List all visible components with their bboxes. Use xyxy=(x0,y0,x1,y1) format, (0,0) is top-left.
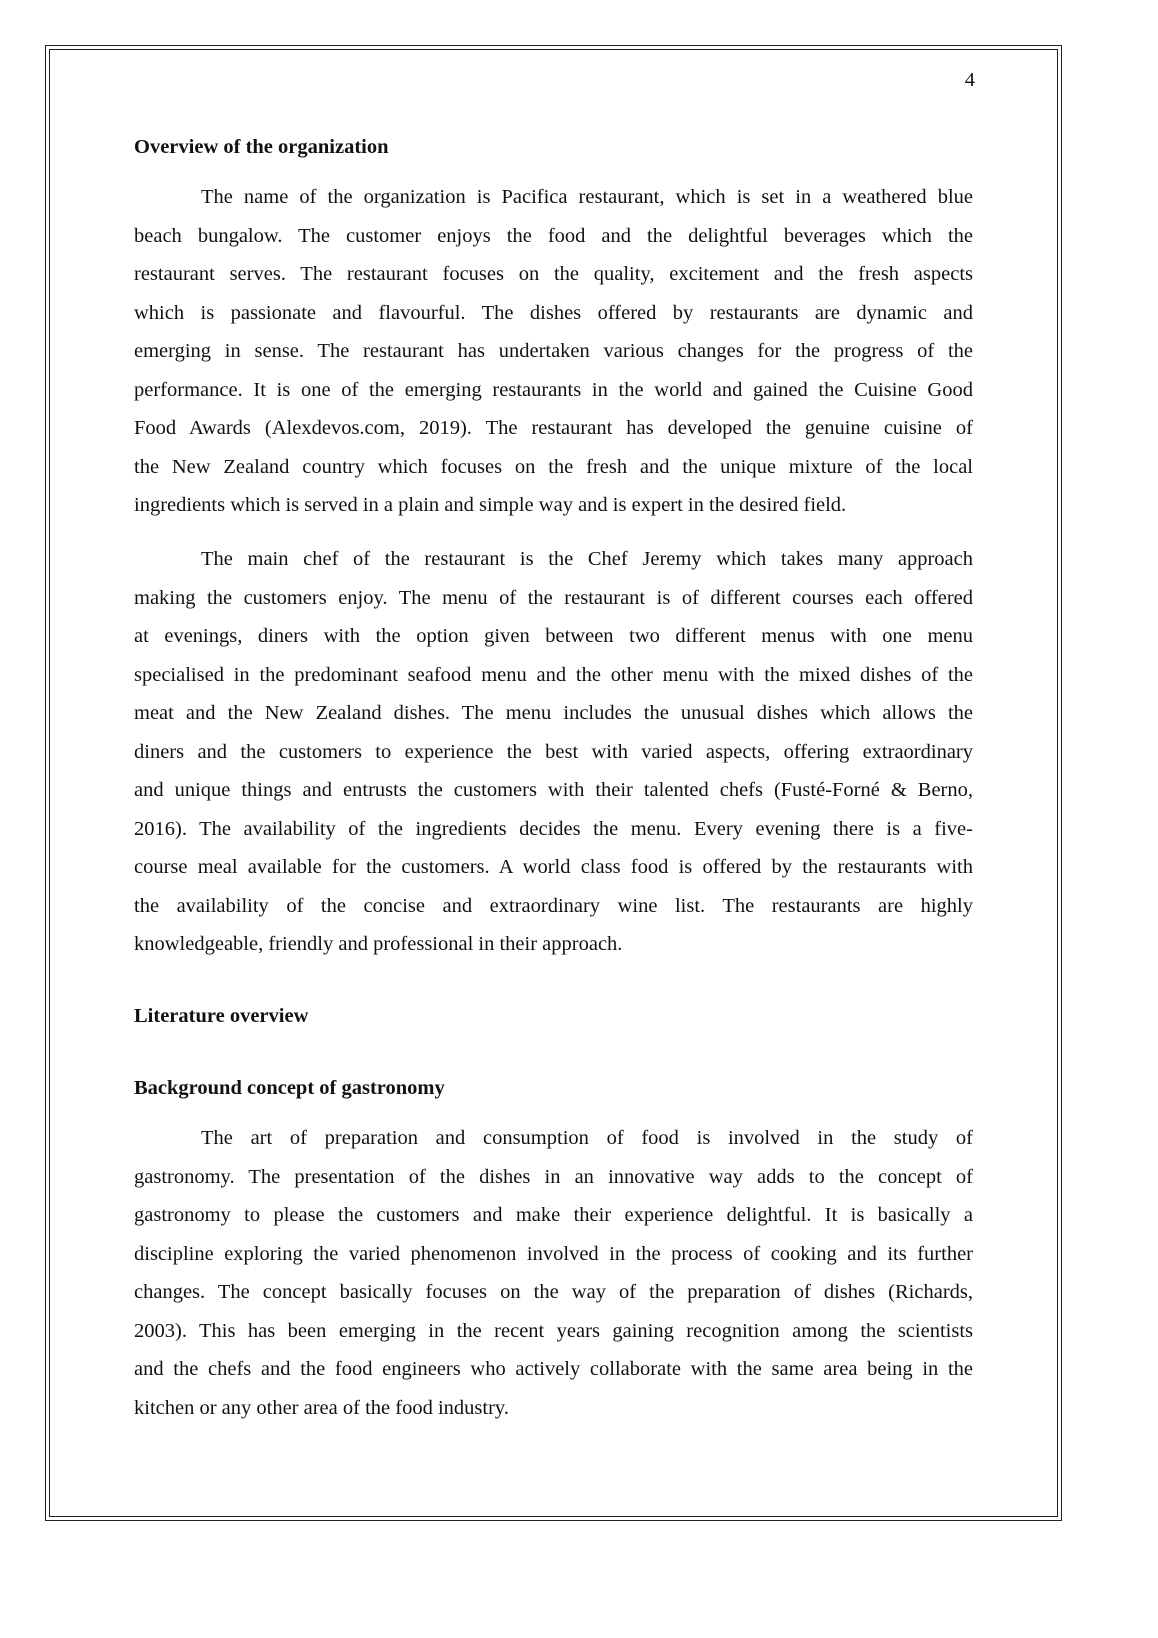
heading-overview: Overview of the organization xyxy=(134,136,389,158)
heading-literature-overview: Literature overview xyxy=(134,1005,309,1027)
paragraph xyxy=(134,540,973,964)
text-line: restaurant serves. The restaurant focuses on the quality, excitement and the fresh aspects xyxy=(134,263,973,285)
text-line: diners and the customers to experience the best with varied aspects, offering extraordinary xyxy=(134,740,973,763)
text-line: meat and the New Zealand dishes. The menu includes the unusual dishes which allows the xyxy=(134,702,973,724)
text-line: Food Awards (Alexdevos.com, 2019). The restaurant has developed the genuine cuisine of xyxy=(134,417,973,439)
text-line: course meal available for the customers. A world class food is offered by the restaurants with xyxy=(134,856,973,878)
text-line: and unique things and entrusts the customers with their talented chefs (Fusté-Forné & Berno, xyxy=(134,779,973,801)
text-line: at evenings, diners with the option given between two different menus with one menu xyxy=(134,625,973,647)
heading-background-gastronomy: Background concept of gastronomy xyxy=(134,1077,445,1099)
text-line: and the chefs and the food engineers who actively collaborate with the same area being in the xyxy=(134,1358,973,1380)
text-line: discipline exploring the varied phenomenon involved in the process of cooking and its further xyxy=(134,1242,973,1265)
paragraph xyxy=(134,178,973,525)
text-line: specialised in the predominant seafood menu and the other menu with the mixed dishes of the xyxy=(134,663,973,686)
text-line: performance. It is one of the emerging restaurants in the world and gained the Cuisine Good xyxy=(134,378,973,401)
page-number: 4 xyxy=(964,69,975,91)
text-line: 2003). This has been emerging in the recent years gaining recognition among the scientists xyxy=(134,1319,973,1342)
text-line: gastronomy. The presentation of the dishes in an innovative way adds to the concept of xyxy=(134,1165,973,1188)
text-line: emerging in sense. The restaurant has undertaken various changes for the progress of the xyxy=(134,340,973,362)
text-line: making the customers enjoy. The menu of the restaurant is of different courses each offered xyxy=(134,586,973,609)
text-line: the availability of the concise and extraordinary wine list. The restaurants are highly xyxy=(134,894,973,917)
text-line: knowledgeable, friendly and professional in their approach. xyxy=(134,933,623,955)
text-line: the New Zealand country which focuses on the fresh and the unique mixture of the local xyxy=(134,455,973,478)
text-line: The main chef of the restaurant is the Chef Jeremy which takes many approach xyxy=(201,548,973,570)
text-line: 2016). The availability of the ingredients decides the menu. Every evening there is a five- xyxy=(134,817,973,840)
text-line: which is passionate and flavourful. The dishes offered by restaurants are dynamic and xyxy=(134,301,973,324)
paragraph xyxy=(134,1119,973,1427)
text-line: The name of the organization is Pacifica restaurant, which is set in a weathered blue xyxy=(201,186,973,208)
text-line: The art of preparation and consumption of food is involved in the study of xyxy=(201,1127,973,1149)
text-line: ingredients which is served in a plain and simple way and is expert in the desired field. xyxy=(134,494,847,516)
text-line: kitchen or any other area of the food industry. xyxy=(134,1396,509,1419)
text-line: gastronomy to please the customers and make their experience delightful. It is basically a xyxy=(134,1204,973,1226)
text-line: changes. The concept basically focuses on the way of the preparation of dishes (Richards, xyxy=(134,1281,973,1303)
text-line: beach bungalow. The customer enjoys the food and the delightful beverages which the xyxy=(134,224,973,247)
